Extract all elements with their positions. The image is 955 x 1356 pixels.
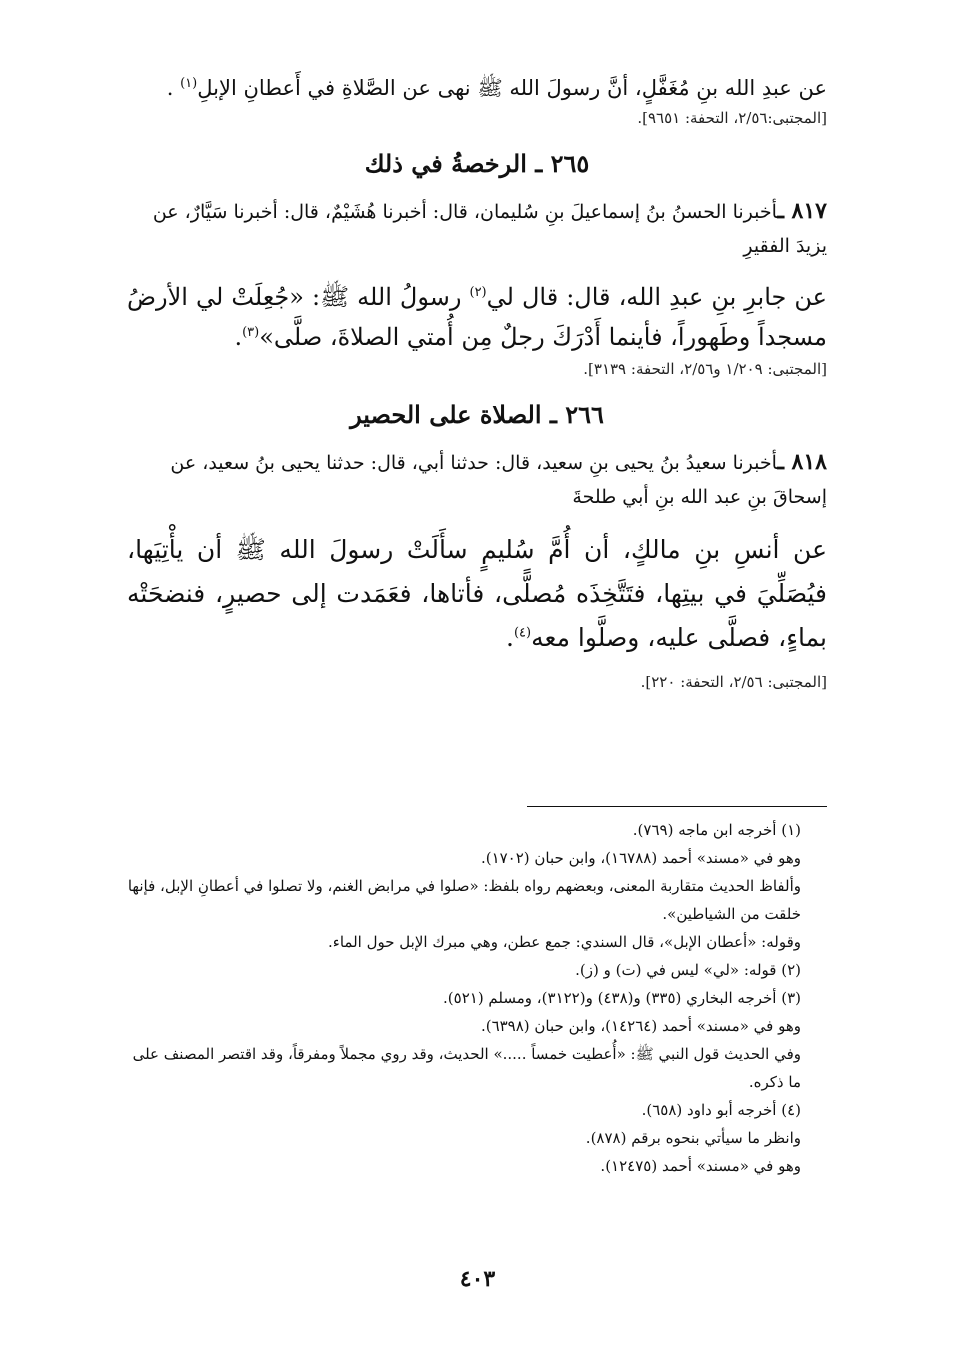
footnote-line: وفي الحديث قول النبي ﷺ: «أُعطيت خمساً .....» الحديث، وقد روي مجملاً ومفرقاً، وقد اقتصر المصنف على ما ذكره. [132,1045,801,1091]
reference-line: [المجتبى: ٢/٥٦، التحفة: ٢٢٠]. [640,673,827,691]
hadith-matn: عن جابرِ بنِ عبدِ الله، قال: قال لي [486,283,827,311]
footnote-line: وهو في «مسند» أحمد (١٢٤٧٥). [600,1157,801,1175]
hadith-matn: عن عبدِ الله بنِ مُغَفَّلٍ، أنَّ رسولَ الله ﷺ نهى عن الصَّلاةِ في أَعطانِ الإبلِ [197,76,827,100]
footnote-divider [527,806,827,807]
reference-line: [المجتبى: ١/٢٠٩ و٢/٥٦، التحفة: ٣١٣٩]. [583,360,827,378]
footnote-marker[interactable]: (١) [180,76,198,91]
hadith-text [127,528,827,660]
footnote-line: وهو في «مسند» أحمد (١٦٧٨٨)، وابن حبان (١٧٠٢). [480,849,801,867]
hadith-isnad [127,194,827,263]
hadith-text [127,70,827,106]
footnotes [127,816,827,1180]
footnote-line: (٤) أخرجه أبو داود (٦٥٨). [641,1101,801,1119]
hadith-isnad [127,445,827,514]
footnote-line: (١) أخرجه ابن ماجه (٧٦٩). [632,821,801,839]
footnote-marker[interactable]: (٢) [469,285,487,300]
page-body [127,70,827,694]
hadith-matn: رسولُ الله ﷺ: «جُعِلَتْ لي الأرضُ مسجداً وطَهوراً، فأينما أَدْرَكَ رجلٌ مِن أُمتي الصلاةَ، صلَّى» [127,283,827,351]
footnote-marker[interactable]: (٤) [513,625,532,641]
hadith-number: ٨١٨ ـ [777,449,827,475]
footnote-line: (٣) أخرجه البخاري (٣٣٥) و(٤٣٨) و(٣١٢٢)، ومسلم (٥٢١). [443,989,801,1007]
footnote-marker[interactable]: (٣) [242,325,260,340]
end-mark: . [506,623,514,652]
end-mark: . [166,76,174,100]
footnote-line: وانظر ما سيأتي بنحوه برقم (٨٧٨). [585,1129,801,1147]
footnote-line: وقوله: «أعطان الإبل»، قال السندي: جمع عطن، وهي مبرك الإبل حول الماء. [328,933,801,951]
chapter-heading: ٢٦٥ ـ الرخصةُ في ذلك [364,149,590,178]
hadith-number: ٨١٧ ـ [777,198,827,224]
chapter-heading: ٢٦٦ ـ الصلاة على الحصير [350,400,604,429]
hadith-matn: عن أنسِ بنِ مالكٍ، أن أُمَّ سُليمٍ سأَلَتْ رسولَ الله ﷺ أن يأْتِيَها، فيُصَلِّيَ في بيتِها، فتَتَّخِذَه مُصلًّى، فأتاها، فعَمَدت إلى حصيرٍ، فنضحَتْه بماءٍ، فصلَّى عليه، وصلَّوا معه [127,535,827,652]
footnote-line: وهو في «مسند» أحمد (١٤٢٦٤)، وابن حبان (٦٣٩٨). [480,1017,801,1035]
isnad-text: أخبرنا سعيدُ بنُ يحيى بنِ سعيد، قال: حدثنا أبي، قال: حدثنا يحيى بنُ سعيد، عن إسحاقَ بنِ عبد الله بنِ أبي طلحةَ [170,452,827,508]
hadith-text [127,277,827,357]
footnote-line: (٢) قوله: «لي» ليس في (ت) و (ز). [575,961,801,979]
reference-line: [المجتبى:٢/٥٦، التحفة: ٩٦٥١]. [637,109,827,127]
isnad-text: أخبرنا الحسنُ بنُ إسماعيلَ بنِ سُليمان، قال: أخبرنا هُشَيْمٌ، قال: أخبرنا سَيَّارٌ، عن يزيدَ الفقيرِ [152,201,827,257]
page-number: ٤٠٣ [459,1266,496,1292]
footnote-line: وألفاظ الحديث متقاربة المعنى، وبعضهم رواه بلفظ: «صلوا في مرابض الغنم، ولا تصلوا في أعطانِ الإبل، فإنها خلقت من الشياطين». [127,877,801,923]
end-mark: . [234,323,243,351]
